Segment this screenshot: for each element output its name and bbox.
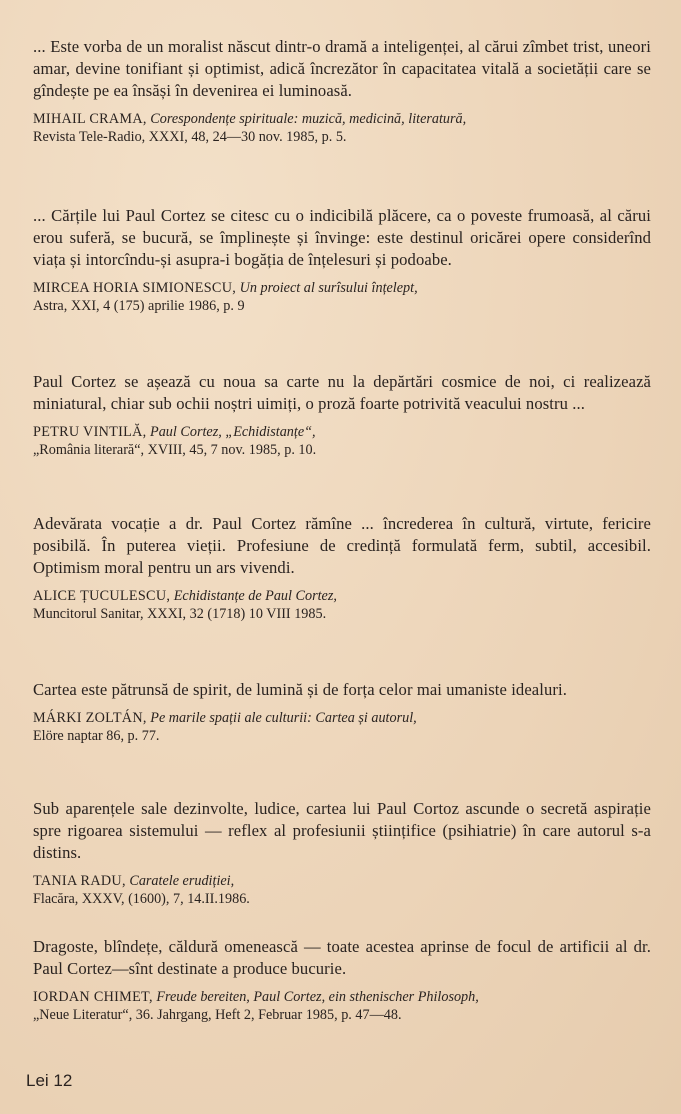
review-entry: [33, 36, 651, 146]
review-work: Caratele erudiției,: [129, 873, 235, 889]
review-quote: Adevărata vocație a dr. Paul Cortez rămîne ... încrederea în cultură, virtute, fericire posibilă. În puterea vieții. Profesiune de credință formulată ferm, subtil, accesibil. Optimism moral pentru un ars vivendi.: [33, 514, 651, 577]
review-author: MIRCEA HORIA SIMIONESCU,: [33, 280, 237, 296]
review-quote: Cartea este pătrunsă de spirit, de lumină și de forța celor mai umaniste idealuri.: [33, 680, 567, 699]
review-quote: ... Este vorba de un moralist născut dintr-o dramă a inteligenței, al cărui zîmbet trist, uneori amar, devine tonifiant și optimist, adică încrezător în capacitatea vitală a societății care se gîndește pe ea însăși în devenirea ei luminoasă.: [33, 37, 651, 100]
review-work: Echidistanțe de Paul Cortez,: [173, 588, 337, 604]
review-author: IORDAN CHIMET,: [33, 989, 153, 1005]
price-label: Lei 12: [26, 1071, 73, 1090]
review-citation: [33, 423, 651, 459]
review-source: „Neue Literatur“, 36. Jahrgang, Heft 2, Februar 1985, p. 47—48.: [33, 1007, 402, 1023]
review-source: Astra, XXI, 4 (175) aprilie 1986, p. 9: [33, 298, 245, 314]
review-entry: [33, 936, 651, 1024]
review-citation: [33, 587, 651, 623]
review-author: ALICE ȚUCULESCU,: [33, 588, 171, 604]
review-author: MÁRKI ZOLTÁN,: [33, 710, 147, 726]
review-source: Elöre naptar 86, p. 77.: [33, 728, 160, 744]
review-work: Un proiect al surîsului înțelept,: [239, 280, 418, 296]
review-quote: Paul Cortez se așează cu noua sa carte nu la depărtări cosmice de noi, ci realizează miniatural, chiar sub ochii noștri uimiți, o proză foarte potrivită veacului nostru ...: [33, 372, 651, 413]
review-entry: [33, 205, 651, 315]
review-citation: [33, 279, 651, 315]
review-source: Flacăra, XXXV, (1600), 7, 14.II.1986.: [33, 891, 250, 907]
review-quote: Dragoste, blîndețe, căldură omenească — toate acestea aprinse de focul de artificii al dr. Paul Cortez—sînt destinate a produce bucurie.: [33, 937, 651, 978]
review-citation: [33, 872, 651, 908]
review-entry: [33, 513, 651, 623]
review-citation: [33, 110, 651, 146]
review-author: TANIA RADU,: [33, 873, 126, 889]
review-quote: ... Cărțile lui Paul Cortez se citesc cu o indicibilă plăcere, ca o poveste frumoasă, al cărui erou suferă, se bucură, se împlinește și învinge: este destinul oricărei opere considerînd viața și intorcîndu-și asupra-i bogăția de înțelesuri și podoabe.: [33, 206, 651, 269]
review-work: Corespondențe spirituale: muzică, medicină, literatură,: [150, 111, 467, 127]
review-source: Muncitorul Sanitar, XXXI, 32 (1718) 10 VIII 1985.: [33, 606, 327, 622]
review-source: Revista Tele-Radio, XXXI, 48, 24—30 nov. 1985, p. 5.: [33, 129, 347, 145]
review-entry: [33, 371, 651, 459]
review-quote: Sub aparențele sale dezinvolte, ludice, cartea lui Paul Cortoz ascunde o secretă aspirație spre rigoarea sistemului — reflex al profesiunii științifice (psihiatrie) în care autorul s-a distins.: [33, 799, 651, 862]
review-entry: [33, 679, 651, 745]
review-citation: [33, 988, 651, 1024]
review-work: Freude bereiten, Paul Cortez, ein sthenischer Philosoph,: [156, 989, 479, 1005]
review-entry: [33, 798, 651, 908]
review-work: Paul Cortez, „Echidistanțe“,: [150, 424, 316, 440]
review-work: Pe marile spații ale culturii: Cartea și autorul,: [150, 710, 417, 726]
review-author: PETRU VINTILĂ,: [33, 424, 147, 440]
review-citation: [33, 709, 651, 745]
review-source: „România literară“, XVIII, 45, 7 nov. 1985, p. 10.: [33, 442, 317, 458]
review-author: MIHAIL CRAMA,: [33, 111, 147, 127]
